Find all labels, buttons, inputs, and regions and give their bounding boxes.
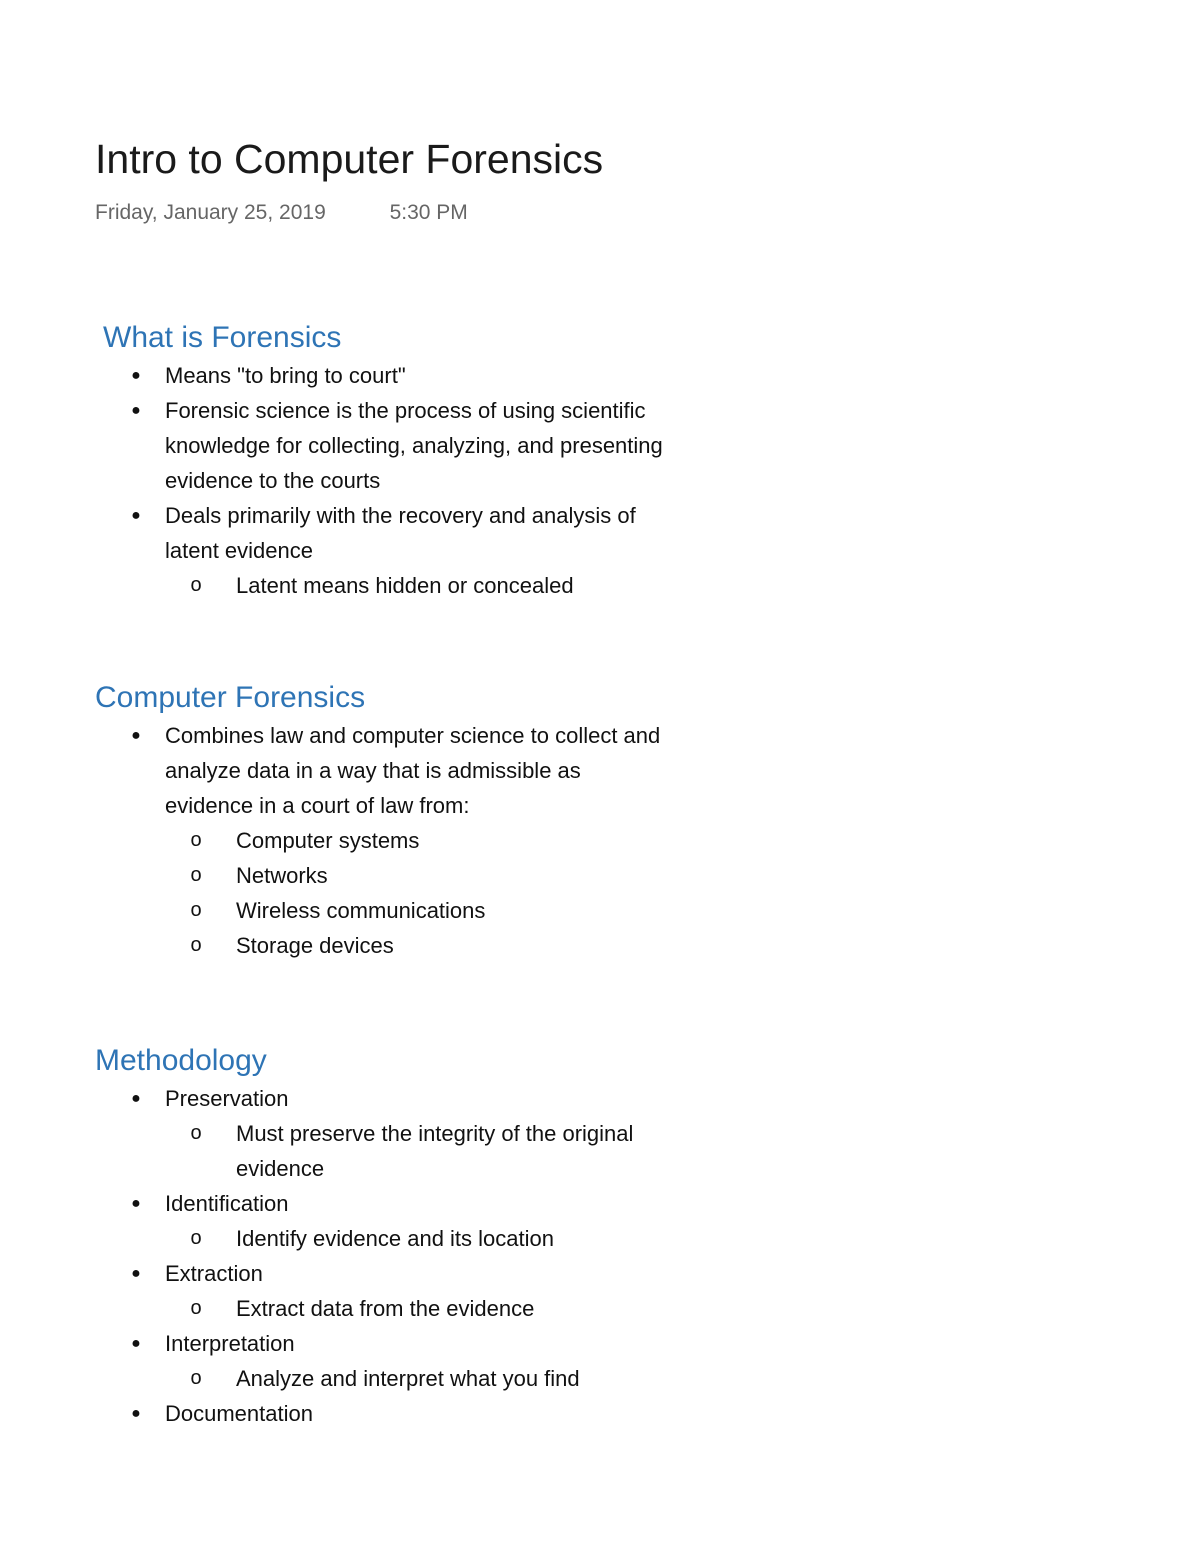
sub-list-item xyxy=(165,928,656,963)
list-item-text: Extraction xyxy=(165,1261,263,1286)
circle-bullet-icon: o xyxy=(190,864,202,886)
list-item-text: Combines law and computer science to collect and analyze data in a way that is admissible as evidence in a court of law from: xyxy=(165,723,661,818)
circle-bullet-icon: o xyxy=(190,899,202,921)
list-item xyxy=(95,1081,665,1186)
sub-list-item-text: Storage devices xyxy=(236,933,394,958)
sub-list-item xyxy=(165,1361,656,1396)
circle-bullet-icon: o xyxy=(190,1122,202,1144)
sub-list-item-text: Analyze and interpret what you find xyxy=(236,1366,580,1391)
sub-list-item xyxy=(165,858,656,893)
note-time: 5:30 PM xyxy=(389,201,468,224)
list-item xyxy=(103,358,665,393)
circle-bullet-icon: o xyxy=(190,1227,202,1249)
list-item-text: Forensic science is the process of using scientific knowledge for collecting, analyzing, and presenting evidence to the courts xyxy=(165,398,663,493)
list-item-text: Identification xyxy=(165,1191,289,1216)
sub-bullet-list xyxy=(165,1361,665,1396)
bullet-icon: ● xyxy=(131,1090,141,1107)
bullet-list xyxy=(95,718,735,963)
list-item xyxy=(95,1396,665,1431)
circle-bullet-icon: o xyxy=(190,1297,202,1319)
bullet-icon: ● xyxy=(131,1265,141,1282)
list-item xyxy=(103,393,665,498)
bullet-icon: ● xyxy=(131,507,141,524)
bullet-icon: ● xyxy=(131,402,141,419)
list-item-text: Means "to bring to court" xyxy=(165,363,406,388)
bullet-icon: ● xyxy=(131,727,141,744)
list-item-text: Deals primarily with the recovery and analysis of latent evidence xyxy=(165,503,636,563)
section-computer-forensics xyxy=(95,678,735,963)
sub-list-item-text: Latent means hidden or concealed xyxy=(236,573,574,598)
bullet-list xyxy=(95,1081,735,1431)
sub-list-item xyxy=(165,1221,656,1256)
section-what-is-forensics xyxy=(103,318,743,603)
section-heading: Methodology xyxy=(95,1044,267,1077)
sub-bullet-list xyxy=(165,823,665,963)
section-methodology xyxy=(95,1041,735,1431)
section-heading: Computer Forensics xyxy=(95,681,366,714)
list-item xyxy=(95,1186,665,1256)
sub-list-item xyxy=(165,823,656,858)
circle-bullet-icon: o xyxy=(190,829,202,851)
list-item xyxy=(95,1326,665,1396)
sub-list-item xyxy=(165,1116,656,1186)
sub-bullet-list xyxy=(165,568,665,603)
sub-list-item-text: Must preserve the integrity of the original evidence xyxy=(236,1121,634,1181)
circle-bullet-icon: o xyxy=(190,574,202,596)
sub-list-item-text: Computer systems xyxy=(236,828,420,853)
circle-bullet-icon: o xyxy=(190,934,202,956)
note-timestamp xyxy=(95,198,468,228)
circle-bullet-icon: o xyxy=(190,1367,202,1389)
sub-bullet-list xyxy=(165,1291,665,1326)
sub-bullet-list xyxy=(165,1221,665,1256)
sub-bullet-list xyxy=(165,1116,665,1186)
bullet-list xyxy=(103,358,743,603)
sub-list-item xyxy=(165,568,656,603)
list-item-text: Preservation xyxy=(165,1086,289,1111)
list-item-text: Interpretation xyxy=(165,1331,295,1356)
list-item-text: Documentation xyxy=(165,1401,313,1426)
sub-list-item xyxy=(165,1291,656,1326)
sub-list-item-text: Wireless communications xyxy=(236,898,486,923)
list-item xyxy=(103,498,665,603)
bullet-icon: ● xyxy=(131,367,141,384)
sub-list-item xyxy=(165,893,656,928)
sub-list-item-text: Identify evidence and its location xyxy=(236,1226,554,1251)
page-title: Intro to Computer Forensics xyxy=(95,136,604,182)
bullet-icon: ● xyxy=(131,1405,141,1422)
bullet-icon: ● xyxy=(131,1195,141,1212)
note-date: Friday, January 25, 2019 xyxy=(95,201,326,224)
sub-list-item-text: Extract data from the evidence xyxy=(236,1296,535,1321)
bullet-icon: ● xyxy=(131,1335,141,1352)
sub-list-item-text: Networks xyxy=(236,863,328,888)
section-heading: What is Forensics xyxy=(103,321,342,354)
list-item xyxy=(95,1256,665,1326)
list-item xyxy=(95,718,665,963)
